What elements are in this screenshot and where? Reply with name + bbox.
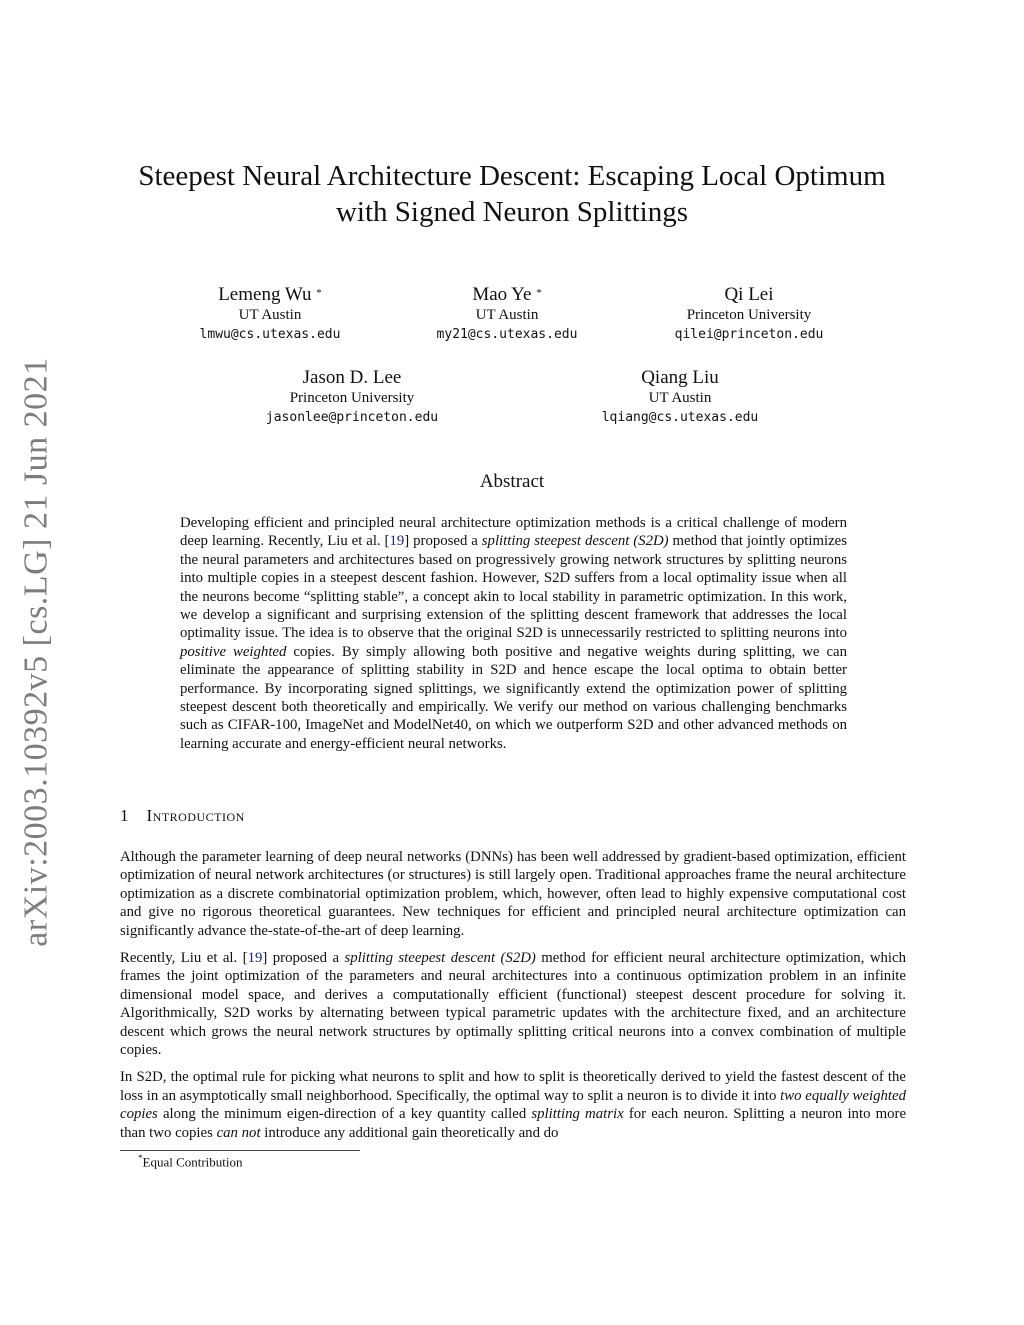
author-affiliation: UT Austin	[238, 307, 302, 323]
emphasis: can not	[216, 1124, 261, 1141]
abstract-text-run: copies. By simply allowing both positive and negative weights during splitting, we can eliminate the appearance of splitting stability in S2D and hence escape the local optima to obtain better performance. By incorporating signed splittings, we significantly extend the optimization power of splitting steepest descent both theoretically and empirically. We verify our method on various challenging benchmarks such as CIFAR-100, ImageNet and ModelNet40, on which we outperform S2D and other advanced methods on learning accurate and energy-efficient neural networks.	[180, 643, 847, 752]
section-title: Introduction	[146, 806, 245, 825]
paragraph	[120, 1068, 906, 1142]
abstract-text-run: Developing efficient and principled neural architecture optimization methods is a critical challenge of modern deep learning. Recently, Liu et al. [	[180, 515, 847, 550]
paragraph	[120, 949, 906, 1059]
title-line-1: Steepest Neural Architecture Descent: Escaping Local Optimum	[138, 160, 886, 192]
author-name: Jason D. Lee	[302, 367, 402, 388]
title-line-2: with Signed Neuron Splittings	[335, 196, 689, 228]
section-number: 1	[120, 806, 129, 825]
emphasis: splitting steepest descent (S2D)	[344, 950, 536, 967]
author-mark: *	[536, 287, 542, 299]
footnote-text: Equal Contribution	[142, 1154, 243, 1170]
text-run: along the minimum eigen-direction of a key quantity called	[157, 1106, 532, 1123]
abstract-heading: Abstract	[479, 471, 545, 492]
author-name: Lemeng Wu	[218, 284, 312, 305]
arxiv-side-stamp	[16, 357, 58, 947]
text-run: for each neuron. Splitting a neuron into more than two copies	[120, 1106, 907, 1141]
footnote-divider	[120, 1150, 360, 1151]
author-block	[377, 284, 637, 344]
author-affiliation: Princeton University	[686, 307, 812, 323]
emphasis: two equally weighted copies	[120, 1087, 906, 1123]
arxiv-identifier: arXiv:2003.10392v5 [cs.LG] 21 Jun 2021	[18, 357, 56, 947]
introduction-body	[120, 848, 906, 1151]
paragraph: Although the parameter learning of deep neural networks (DNNs) has been well addressed by gradient-based optimization, efficient optimization of neural network architectures (or structures) is still largely open. Traditional approaches frame the neural architecture optimization as a discrete combinatorial optimization problem, which, however, often lead to highly expensive computational cost and give no rigorous theoretical guarantees. New techniques for efficient and principled neural architecture optimization can significantly advance the-state-of-the-art of deep learning.	[120, 849, 906, 939]
author-block	[550, 367, 810, 427]
abstract-emphasis: splitting steepest descent (S2D)	[481, 533, 669, 550]
author-name: Mao Ye	[472, 284, 532, 305]
author-affiliation: UT Austin	[648, 390, 712, 406]
text-run: Recently, Liu et al. [	[120, 950, 248, 967]
author-block	[140, 284, 400, 344]
author-affiliation: Princeton University	[289, 390, 415, 406]
section-heading-introduction	[120, 806, 245, 826]
author-block	[619, 284, 879, 344]
citation-link[interactable]: 19	[389, 533, 405, 550]
author-block	[222, 367, 482, 427]
text-run: method for efficient neural architecture optimization, which frames the joint optimization of the parameters and neural architectures into a continuous optimization problem in an infinite dimensional model space, and derives a computationally efficient (functional) steepest descent procedure for solving it. Algorithmically, S2D works by alternating between typical parametric updates with the architecture fixed, and an architecture descent which grows the neural network structures by optimally splitting critical neurons into a convex combination of multiple copies.	[120, 950, 906, 1059]
author-name: Qi Lei	[724, 284, 774, 305]
text-run: introduce any additional gain theoretically and do	[260, 1124, 559, 1141]
author-email: qilei@princeton.edu	[674, 327, 824, 342]
author-affiliation: UT Austin	[475, 307, 539, 323]
text-run: In S2D, the optimal rule for picking what neurons to split and how to split is theoretically derived to yield the fastest descent of the loss in an asymptotically small neighborhood. Specifically, the optimal way to split a neuron is to divide it into	[120, 1069, 906, 1104]
author-mark: *	[316, 287, 322, 299]
abstract-text	[180, 514, 847, 753]
text-run: ] proposed a	[262, 950, 345, 967]
author-name: Qiang Liu	[641, 367, 719, 388]
emphasis: splitting matrix	[531, 1106, 624, 1123]
abstract-text-run: ] proposed a	[404, 533, 482, 550]
author-email: lqiang@cs.utexas.edu	[601, 410, 759, 425]
footnote-mark: *	[138, 1153, 143, 1163]
footnote	[138, 1153, 243, 1170]
abstract-emphasis: positive weighted	[180, 643, 287, 660]
author-email: jasonlee@princeton.edu	[265, 410, 439, 425]
author-email: my21@cs.utexas.edu	[436, 327, 578, 342]
author-email: lmwu@cs.utexas.edu	[199, 327, 341, 342]
paper-title	[100, 158, 924, 230]
citation-link[interactable]: 19	[247, 950, 263, 967]
abstract-text-run: method that jointly optimizes the neural parameters and architectures based on progressively growing network structures by splitting neurons into multiple copies in a steepest descent fashion. However, S2D suffers from a local optimality issue when all the neurons become “splitting stable”, a concept akin to local stability in parametric optimization. In this work, we develop a significant and surprising extension of the splitting descent framework that addresses the local optimality issue. The idea is to observe that the original S2D is unnecessarily restricted to splitting neurons into	[180, 533, 848, 642]
